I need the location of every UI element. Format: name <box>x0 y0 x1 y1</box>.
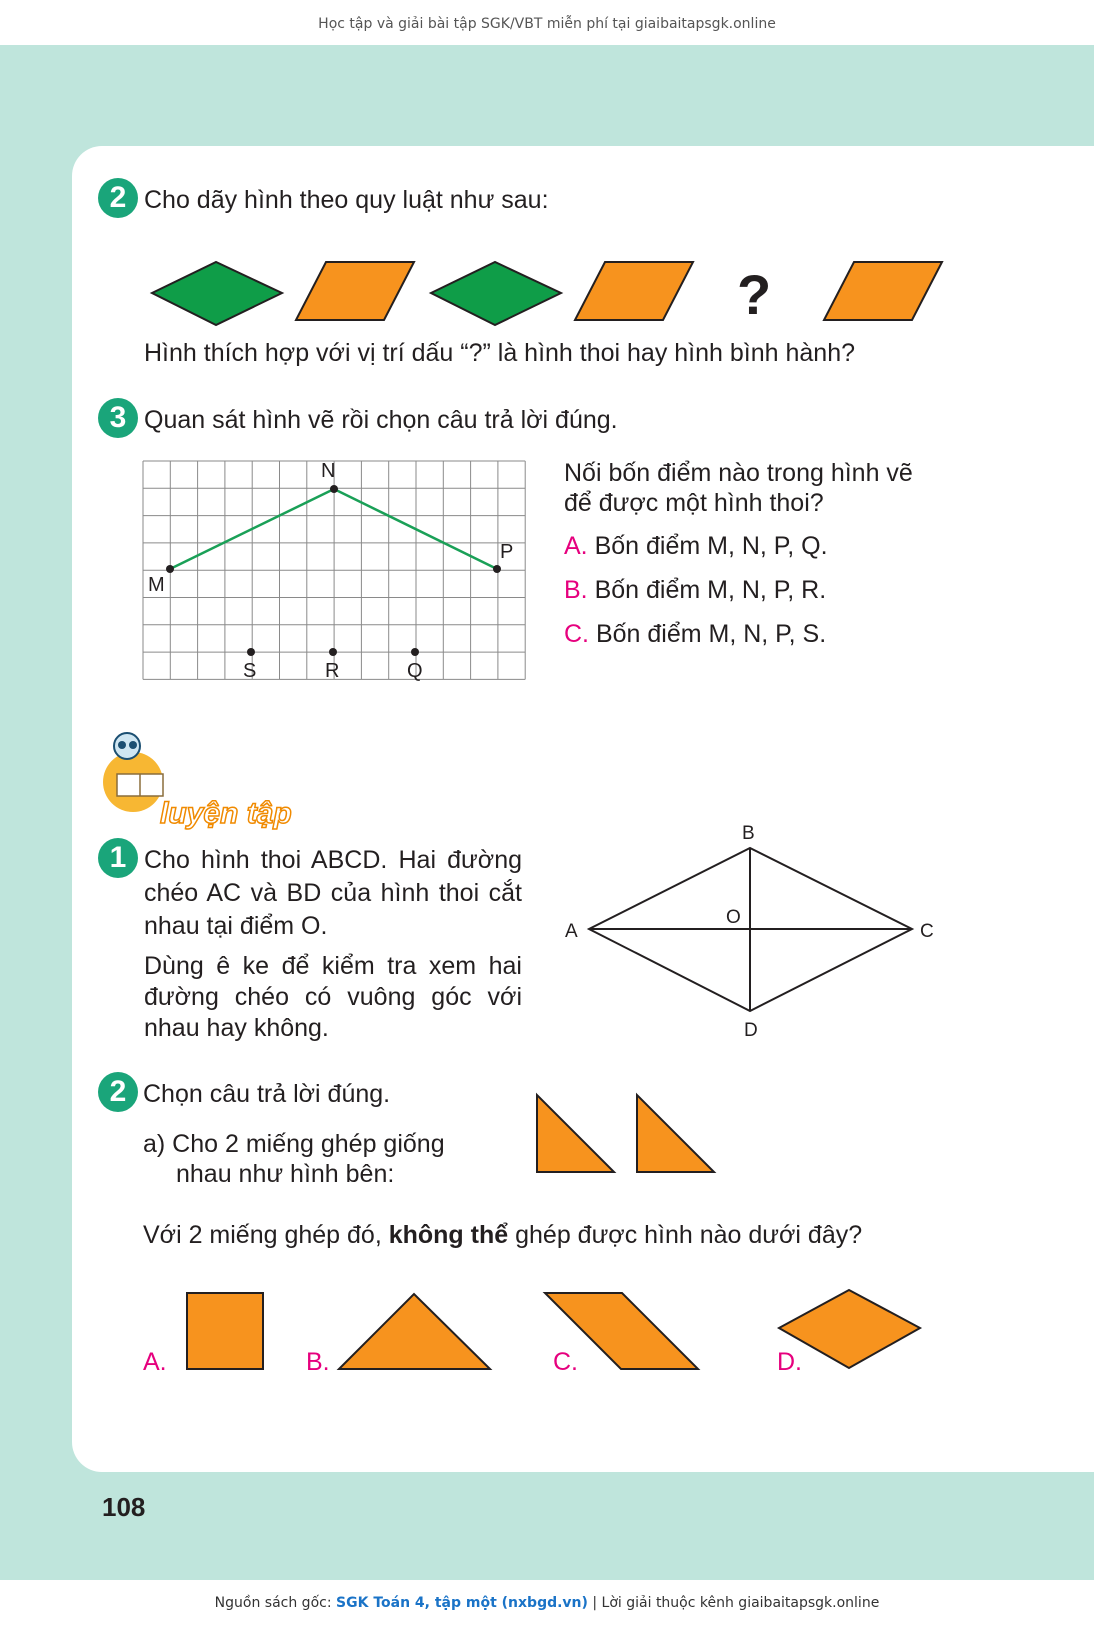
practice-2a-line1: a) Cho 2 miếng ghép giống <box>143 1130 445 1158</box>
option-c-text: Bốn điểm M, N, P, S. <box>595 620 827 648</box>
label-q: Q <box>407 660 423 682</box>
exercise-3-prompt-line2: để được một hình thoi? <box>564 489 824 517</box>
exercise-3-prompt-line1: Nối bốn điểm nào trong hình vẽ <box>564 459 913 487</box>
label-m: M <box>148 574 165 596</box>
label-c: C <box>920 921 934 942</box>
exercise-3-badge: 3 <box>98 398 138 438</box>
option-b-text: Bốn điểm M, N, P, R. <box>594 576 827 604</box>
footer-pre: Nguồn sách gốc: <box>214 1595 337 1611</box>
label-o: O <box>726 907 741 928</box>
question-mark: ? <box>737 263 772 326</box>
label-a: A <box>565 921 578 942</box>
option-b-letter: B. <box>564 576 588 604</box>
label-p: P <box>500 541 514 563</box>
practice-1-badge: 1 <box>98 838 138 878</box>
answer-d-label: D. <box>777 1348 802 1376</box>
option-a-text: Bốn điểm M, N, P, Q. <box>594 532 828 560</box>
question-post: ghép được hình nào dưới đây? <box>508 1221 863 1249</box>
question-bold: không thể <box>388 1221 509 1249</box>
practice-2a-line2: nhau như hình bên: <box>176 1160 395 1188</box>
top-banner: Học tập và giải bài tập SGK/VBT miễn phí tại giaibaitapsgk.online <box>0 0 1094 45</box>
practice-1-para2: Dùng ê ke để kiểm tra xem hai đường chéo có vuông góc với nhau hay không. <box>144 952 522 1042</box>
bottom-banner <box>0 1580 1094 1626</box>
question-pre: Với 2 miếng ghép đó, <box>143 1221 389 1249</box>
practice-2-title: Chọn câu trả lời đúng. <box>143 1080 391 1108</box>
exercise-2-badge: 2 <box>98 178 138 218</box>
option-a-letter: A. <box>564 532 588 560</box>
exercise-2-title: Cho dãy hình theo quy luật như sau: <box>144 186 549 214</box>
practice-2-badge: 2 <box>98 1072 138 1112</box>
answer-c-label: C. <box>553 1348 578 1376</box>
label-r: R <box>325 660 340 682</box>
practice-heading: luyện tập <box>160 797 292 830</box>
answer-a-label: A. <box>143 1348 167 1376</box>
label-n: N <box>321 460 336 482</box>
label-s: S <box>243 660 257 682</box>
exercise-3-title: Quan sát hình vẽ rồi chọn câu trả lời đúng. <box>144 406 618 434</box>
exercise-2-question: Hình thích hợp với vị trí dấu “?” là hình thoi hay hình bình hành? <box>144 339 855 367</box>
page-number: 108 <box>102 1492 146 1522</box>
shape-a-square <box>187 1293 263 1369</box>
practice-1-para1: Cho hình thoi ABCD. Hai đường chéo AC và BD của hình thoi cắt nhau tại điểm O. <box>144 846 522 940</box>
footer-post: | Lời giải thuộc kênh giaibaitapsgk.online <box>587 1595 880 1611</box>
shape-b-triangle <box>339 1294 490 1369</box>
label-d: D <box>744 1020 758 1041</box>
label-b: B <box>742 823 755 844</box>
option-c-letter: C. <box>564 620 589 648</box>
answer-b-label: B. <box>306 1348 330 1376</box>
footer-source-link[interactable]: SGK Toán 4, tập một (nxbgd.vn) <box>336 1595 588 1611</box>
